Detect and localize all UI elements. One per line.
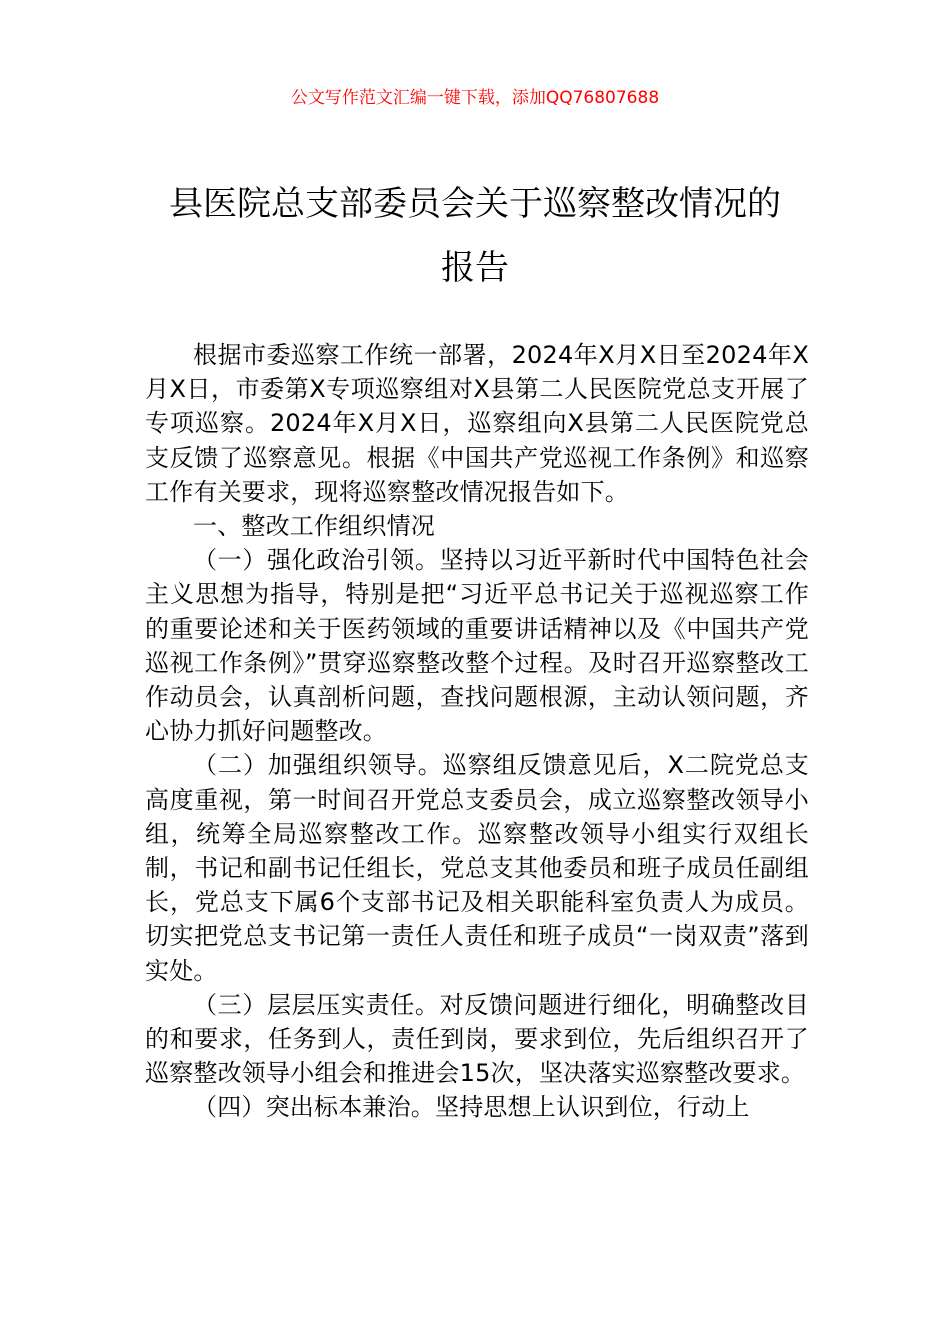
title-line-2: 报告: [441, 248, 509, 288]
subsection-1-paragraph: （一）强化政治引领。坚持以习近平新时代中国特色社会主义思想为指导，特别是把“习近平总书记关于巡视巡察工作的重要论述和关于医药领域的重要讲话精神以及《中国共产党巡视工作条例》”贯穿巡察整改整个过程。及时召开巡察整改工作动员会，认真剖析问题，查找问题根源，主动认领问题，齐心协力抓好问题整改。: [145, 546, 809, 746]
section-heading-1: 一、整改工作组织情况: [193, 512, 435, 541]
download-note: 公文写作范文汇编一键下载，添加QQ76807688: [290, 88, 660, 108]
subsection-3-paragraph: （三）层层压实责任。对反馈问题进行细化，明确整改目的和要求，任务到人，责任到岗，要求到位，先后组织召开了巡察整改领导小组会和推进会15次，坚决落实巡察整改要求。: [145, 990, 809, 1088]
title-line-1: 县医院总支部委员会关于巡察整改情况的: [169, 184, 781, 224]
document-title: [100, 172, 850, 300]
document-body: [145, 338, 809, 1125]
intro-paragraph: 根据市委巡察工作统一部署，2024年X月X日至2024年X月X日，市委第X专项巡察组对X县第二人民医院党总支开展了专项巡察。2024年X月X日，巡察组向X县第二人民医院党总支反馈了巡察意见。根据《中国共产党巡视工作条例》和巡察工作有关要求，现将巡察整改情况报告如下。: [145, 341, 809, 506]
subsection-2-paragraph: （二）加强组织领导。巡察组反馈意见后，X二院党总支高度重视，第一时间召开党总支委员会，成立巡察整改领导小组，统筹全局巡察整改工作。巡察整改领导小组实行双组长制，书记和副书记任组长，党总支其他委员和班子成员任副组长，党总支下属6个支部书记及相关职能科室负责人为成员。切实把党总支书记第一责任人责任和班子成员“一岗双责”落到实处。: [145, 751, 809, 985]
subsection-4-paragraph: （四）突出标本兼治。坚持思想上认识到位，行动上: [193, 1093, 750, 1122]
